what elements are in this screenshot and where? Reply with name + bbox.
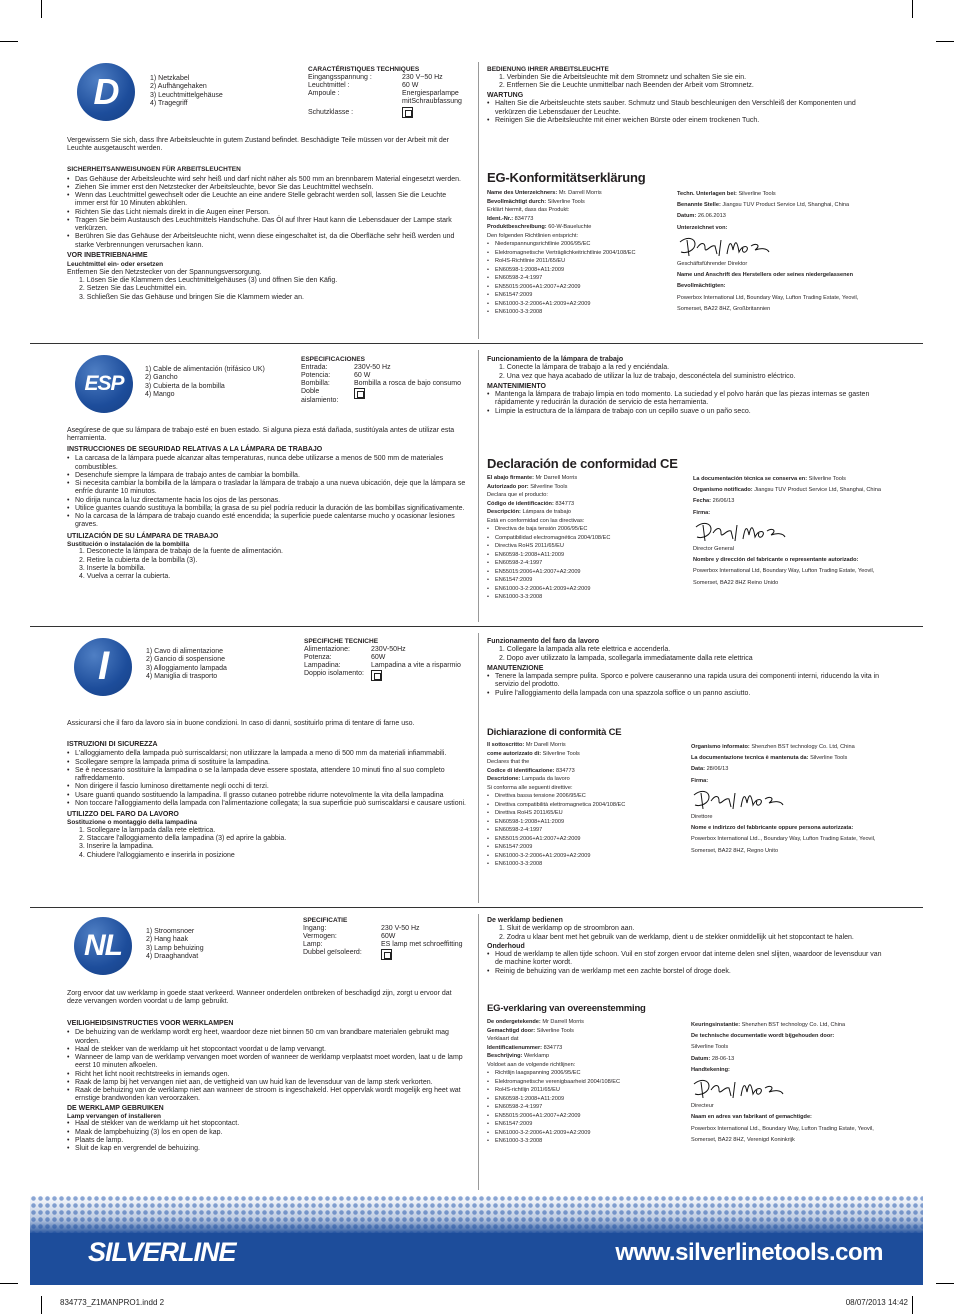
decl-row: Handtekening: bbox=[691, 1066, 730, 1073]
double-insulation-icon bbox=[354, 388, 471, 405]
spec-label: Dubbel geïsoleerd: bbox=[303, 949, 362, 957]
prep-subtitle: Leuchtmittel ein- oder ersetzen bbox=[67, 261, 164, 269]
decl-row: Verklaart dat bbox=[487, 1036, 519, 1042]
decl-row: De ondergetekende: Mr Darrell Morris bbox=[487, 1019, 584, 1025]
declaration-title: Dichiarazione di conformità CE bbox=[487, 727, 622, 738]
website-url[interactable]: www.silverlinetools.com bbox=[615, 1239, 883, 1266]
decl-row: Datum: 26.06.2013 bbox=[677, 213, 726, 220]
signatory-role: Directeur bbox=[691, 1103, 714, 1110]
spec-label: Schutzklasse : bbox=[308, 108, 354, 116]
safety-item: • Richten Sie das Licht niemals direkt in die Augen einer Person. bbox=[67, 209, 467, 217]
spec-label: Doppio isolamento: bbox=[304, 670, 364, 678]
parts-list bbox=[146, 928, 204, 961]
decl-row: Código de identificación: 834773 bbox=[487, 500, 575, 507]
crop-mark bbox=[912, 1296, 913, 1314]
directive-item: • EN61547:2009 bbox=[487, 576, 677, 585]
decl-row: Declara que el producto: bbox=[487, 492, 548, 498]
spec-title: CARACTÉRISTIQUES TECHNIQUES bbox=[308, 66, 420, 73]
directive-item: • EN55015:2006+A1:2007+A2:2009 bbox=[487, 568, 677, 577]
column-divider bbox=[478, 350, 479, 622]
maintenance-title: MANUTENZIONE bbox=[487, 664, 544, 672]
spec-value: 230V-50Hz bbox=[371, 645, 406, 653]
spec-label: Doble aislamiento: bbox=[301, 388, 339, 404]
signature-image bbox=[691, 787, 786, 813]
safety-item: • Wanneer de lamp van de werklamp vervangen moet worden of wanneer de werklamp verplaatst moet worden, laat u de lamp eerst 10 minuten afkoelen. bbox=[67, 1054, 467, 1071]
safety-item: • Ziehen Sie immer erst den Netzstecker der Arbeitsleuchte, bevor Sie das Leuchtmittel wechseln. bbox=[67, 184, 467, 192]
maintenance-item: • Halten Sie die Arbeitsleuchte stets sauber. Schmutz und Staub beschleunigen den Verschleiß der Komponenten und verkürzen die Lebensdauer der Leuchte. bbox=[487, 100, 887, 117]
part-item: 3) Alloggiamento lampada bbox=[146, 664, 227, 672]
safety-item: • Non dirigere il fascio luminoso direttamente negli occhi di terzi. bbox=[67, 783, 467, 791]
operation-block bbox=[487, 66, 887, 125]
spec-value: 230 V-50 Hz bbox=[381, 924, 420, 932]
safety-title: SICHERHEITSANWEISUNGEN FÜR ARBEITSLEUCHTEN bbox=[67, 166, 241, 173]
decl-row: Unterzeichnet von: bbox=[677, 224, 728, 231]
safety-item: • Richt het licht nooit rechtstreeks in iemands ogen. bbox=[67, 1071, 467, 1079]
decl-address-title: Naam en adres van fabrikant of gemachtigde: bbox=[691, 1114, 812, 1121]
crop-mark bbox=[0, 1283, 18, 1284]
declaration-title: EG-Konformitätserklärung bbox=[487, 170, 646, 185]
decl-row: Organismo notificado: Jiangsu TUV Product Service Ltd, Shanghai, China bbox=[693, 487, 881, 494]
silverline-logo: SILVERLINE bbox=[88, 1237, 236, 1267]
safety-item: • Das Gehäuse der Arbeitsleuchte wird sehr heiß und darf nicht näher als 500 mm an brennbarem Material eingesetzt werden. bbox=[67, 176, 467, 184]
crop-mark bbox=[936, 41, 954, 42]
directive-item: • Directiva de baja tensión 2006/95/EC bbox=[487, 525, 677, 534]
directive-item: • EN60598-1:2008+A11:2009 bbox=[487, 266, 672, 275]
column-divider bbox=[478, 633, 479, 903]
brand-footer-banner bbox=[30, 1195, 923, 1285]
parts-list bbox=[150, 75, 223, 108]
spec-value: 60 W bbox=[402, 81, 419, 89]
safety-item: • Scollegare sempre la lampada prima di sostituire la lampadina. bbox=[67, 759, 467, 767]
directive-item: • EN60598-1:2008+A11:2009 bbox=[487, 1095, 682, 1104]
operation-step: 1. Conecte la lámpara de trabajo a la red y enciéndala. bbox=[499, 364, 670, 372]
directive-item: • EN60598-2-4:1997 bbox=[487, 826, 677, 835]
spec-label: Vermogen: bbox=[303, 932, 337, 940]
spec-value: 60W bbox=[381, 932, 396, 940]
section-divider bbox=[30, 626, 923, 627]
spec-value: 60W bbox=[371, 653, 386, 661]
spec-value: Lampadina a vite a risparmio bbox=[371, 662, 461, 670]
part-item: 1) Cavo di alimentazione bbox=[146, 648, 224, 655]
decl-row: Keuringsinstantie: Shenzhen BST technology Co. Ltd, China bbox=[691, 1022, 846, 1028]
operation-title: De werklamp bedienen bbox=[487, 917, 563, 924]
decl-row: Autorizado por: Silverline Tools bbox=[487, 483, 568, 490]
intro-text: Asegúrese de que su lámpara de trabajo esté en buen estado. Si alguna pieza está dañada, sustitúyala antes de utilizar esta herramienta. bbox=[67, 427, 455, 443]
language-badge-it: I bbox=[74, 638, 132, 696]
decl-row: Gemachtigd door: Silverline Tools bbox=[487, 1027, 574, 1034]
directive-item: • RoHS-Richtlinie 2011/65/EU bbox=[487, 257, 672, 266]
prep-step: • Plaats de lamp. bbox=[67, 1137, 467, 1145]
safety-item: • Berühren Sie das Gehäuse der Arbeitsleuchte nicht, wenn diese eingeschaltet ist, da die Oberfläche sehr heiß werden und starke Verbrennungen verursachen kann. bbox=[67, 233, 467, 250]
decl-row: Produktbeschreibung: 60-W-Baueluchte bbox=[487, 224, 592, 230]
directive-item: • Direttiva compatibilità elettromagnetica 2004/108/EC bbox=[487, 801, 677, 810]
prep-step: 4. Chiudere l'alloggiamento e inserirla in posizione bbox=[79, 851, 235, 859]
signatory-role: Geschäftsführender Direktor bbox=[677, 260, 748, 267]
signature-image bbox=[691, 1076, 786, 1102]
safety-item: • Raak de lamp bij het vervangen niet aan, de vettigheid van uw huid kan de levensduur van de lamp sterk verkorten. bbox=[67, 1079, 467, 1087]
declaration-right bbox=[691, 1020, 886, 1146]
directive-item: • EN61547:2009 bbox=[487, 1120, 682, 1129]
part-item: 3) Cubierta de la bombilla bbox=[145, 382, 225, 390]
signatory-role: Direttore bbox=[691, 813, 713, 820]
part-item: 2) Aufhängehaken bbox=[150, 83, 207, 91]
safety-item: • Desenchufe siempre la lámpara de trabajo antes de cambiar la bombilla. bbox=[67, 472, 467, 480]
prep-step: 2. Setzen Sie das Leuchtmittel ein. bbox=[79, 285, 187, 293]
section-divider bbox=[30, 343, 923, 344]
directive-item: • Richtlijn laagspanning 2006/95/EC bbox=[487, 1069, 682, 1078]
decl-row: Si conforma alle seguenti direttive: bbox=[487, 784, 573, 791]
decl-row: Ident.-Nr.: 834773 bbox=[487, 215, 534, 222]
crop-mark bbox=[41, 1296, 42, 1314]
safety-item: • Utilice guantes cuando sustituya la bombilla; la grasa de su piel podría reducir la duración de las bombillas significativamente. bbox=[67, 505, 467, 513]
maintenance-item: • Houd de werklamp te allen tijde schoon. Vuil en stof zorgen ervoor dat interne delen snel slijten, waardoor de levensduur van de machine korter wordt. bbox=[487, 951, 887, 968]
operation-title: Funcionamiento de la lámpara de trabajo bbox=[487, 356, 624, 363]
decl-row: Benannte Stelle: Jiangsu TUV Product Service Ltd, Shanghai, China bbox=[677, 202, 850, 209]
prep-title: UTILIZACIÓN DE SU LÁMPARA DE TRABAJO bbox=[67, 532, 219, 540]
section-divider bbox=[30, 907, 923, 908]
spec-label: Eingangsspannung : bbox=[308, 73, 372, 81]
language-badge-nl: NL bbox=[74, 917, 132, 975]
intro-text: Vergewissern Sie sich, dass Ihre Arbeitsleuchte in gutem Zustand befindet. Beschädigte Teile müssen vor der Arbeit mit der Leuchte ausgetauscht werden. bbox=[67, 137, 449, 153]
spec-label: Lampadina: bbox=[304, 662, 341, 670]
part-item: 2) Gancho bbox=[145, 374, 178, 382]
declaration-left bbox=[487, 1018, 682, 1146]
directive-item: • EN61000-3-3:2008 bbox=[487, 860, 677, 869]
safety-title: ISTRUZIONI DI SICUREZZA bbox=[67, 741, 158, 748]
prep-step: 3. Inserte la bombilla. bbox=[79, 564, 146, 572]
spec-label: Bombilla: bbox=[301, 380, 330, 388]
decl-row: Den folgenden Richtlinien entspricht: bbox=[487, 232, 579, 239]
part-item: 2) Hang haak bbox=[146, 936, 189, 944]
decl-row: Techn. Unterlagen bei: Silverline Tools bbox=[677, 191, 776, 197]
operation-step: 1. Collegare la lampada alla rete elettrica e accenderla. bbox=[499, 646, 671, 654]
directive-item: • EN61000-3-3:2008 bbox=[487, 593, 677, 602]
directive-item: • EN61000-3-2:2006+A1:2009+A2:2009 bbox=[487, 1129, 682, 1138]
directive-item: • EN61547:2009 bbox=[487, 843, 677, 852]
spec-label: Leuchtmittel : bbox=[308, 81, 350, 89]
decl-row: El abajo firmante: Mr Darrell Morris bbox=[487, 475, 578, 481]
decl-row: Beschrijving: Werklamp bbox=[487, 1053, 550, 1059]
part-item: 1) Netzkabel bbox=[150, 75, 190, 82]
spec-label: Ingang: bbox=[303, 924, 327, 932]
maintenance-item: • Reinig de behuizing van de werklamp met een zachte borstel of droge doek. bbox=[487, 968, 887, 976]
spec-value: Energiesparlampe mitSchraubfassung bbox=[402, 90, 462, 106]
safety-item: • Si necesita cambiar la bombilla de la lámpara o trasladar la lámpara de trabajo a una nueva ubicación, deje que la lámpara se enfríe durante 10 minutos. bbox=[67, 480, 467, 497]
safety-item: • Usare guanti quando sostituendo la lampadina. Il grasso cutaneo potrebbe ridurre notevolmente la vita della lampadina bbox=[67, 792, 467, 800]
part-item: 4) Draaghandvat bbox=[146, 952, 199, 960]
spec-value: 230 V~50 Hz bbox=[402, 73, 443, 81]
operation-step: 2. Entfernen Sie die Leuchte unmittelbar nach Beenden der Arbeit vom Stromnetz. bbox=[499, 81, 754, 89]
directive-item: • EN60598-2-4:1997 bbox=[487, 1103, 682, 1112]
crop-mark bbox=[912, 0, 913, 18]
column-divider bbox=[478, 914, 479, 1190]
dot-pattern-fade bbox=[30, 1195, 923, 1235]
directive-item: • EN55015:2006+A1:2007+A2:2009 bbox=[487, 835, 677, 844]
spec-table bbox=[301, 356, 471, 405]
signature-image bbox=[693, 519, 788, 545]
operation-step: 1. Sluit de werklamp op de stroombron aan. bbox=[499, 925, 635, 933]
decl-row: Organismo informato: Shenzhen BST technology Co. Ltd, China bbox=[691, 744, 855, 750]
directive-item: • EN61000-3-2:2006+A1:2009+A2:2009 bbox=[487, 585, 677, 594]
spec-title: ESPECIFICACIONES bbox=[301, 356, 365, 363]
decl-row: Bevollmächtigt durch: Silverline Tools bbox=[487, 198, 585, 205]
directive-item: • EN61547:2009 bbox=[487, 291, 672, 300]
safety-title: VEILIGHEIDSINSTRUCTIES VOOR WERKLAMPEN bbox=[67, 1020, 234, 1027]
directive-item: • Directiva RoHS 2011/65/EU bbox=[487, 542, 677, 551]
decl-address-title: Nome e indirizzo del fabbricante oppure persona autorizzata: bbox=[691, 825, 854, 832]
decl-row: Voldoet aan de volgende richtlijnen: bbox=[487, 1061, 576, 1068]
declaration-left bbox=[487, 189, 672, 317]
decl-row: Está en conformidad con las directivas: bbox=[487, 517, 585, 524]
decl-row: Fecha: 26/06/13 bbox=[693, 498, 735, 505]
declaration-right bbox=[677, 189, 882, 315]
maintenance-item: • Pulire l'alloggiamento della lampada con una spazzola soffice o un panno asciutto. bbox=[487, 690, 887, 698]
decl-row: Erklärt hiermit, dass das Produkt: bbox=[487, 207, 570, 213]
safety-item: • Se è necessario sostituire la lampadina o se la lampada deve essere spostata, attendere 10 minuti fino al suo completo raffreddamento. bbox=[67, 767, 467, 784]
prep-step: • Sluit de kap en vergrendel de behuizing. bbox=[67, 1145, 467, 1153]
directive-item: • EN60598-1:2008+A11:2009 bbox=[487, 551, 677, 560]
safety-item: • Wenn das Leuchtmittel gewechselt oder die Leuchte an eine andere Stelle gebracht werden soll, lassen Sie die Leuchte immer erst für 10 Minuten abkühlen. bbox=[67, 192, 467, 209]
prep-title: DE WERKLAMP GEBRUIKEN bbox=[67, 1104, 164, 1112]
directive-item: • EN61000-3-2:2006+A1:2009+A2:2009 bbox=[487, 300, 672, 309]
directive-item: • EN60598-2-4:1997 bbox=[487, 559, 677, 568]
maintenance-title: Onderhoud bbox=[487, 942, 525, 950]
decl-row: come autorizzato di: Silverline Tools bbox=[487, 750, 580, 757]
operation-step: 2. Una vez que haya acabado de utilizar la luz de trabajo, desconéctela del suministro eléctrico. bbox=[499, 372, 796, 380]
declaration-left bbox=[487, 474, 677, 602]
decl-row: Descripción: Lámpara de trabajo bbox=[487, 509, 571, 515]
decl-row: Codice di identificazione: 834773 bbox=[487, 767, 575, 774]
part-item: 1) Cable de alimentación (trifásico UK) bbox=[145, 366, 265, 373]
safety-block bbox=[67, 1020, 467, 1153]
spec-value: ES lamp met schroeffitting bbox=[381, 941, 463, 949]
operation-title: Funzionamento del faro da lavoro bbox=[487, 638, 600, 645]
directive-item: • EN60598-2-4:1997 bbox=[487, 274, 672, 283]
part-item: 2) Gancio di sospensione bbox=[146, 656, 225, 664]
prep-step: 3. Inserire la lampadina. bbox=[79, 843, 154, 851]
spec-label: Lamp: bbox=[303, 941, 323, 949]
prep-step: 2. Retire la cubierta de la bombilla (3). bbox=[79, 556, 198, 564]
declaration-right bbox=[693, 474, 888, 589]
decl-row: Firma: bbox=[693, 509, 711, 516]
prep-lead: Entfernen Sie den Netzstecker von der Spannungsversorgung. bbox=[67, 268, 262, 276]
safety-block bbox=[67, 166, 467, 302]
decl-row: Il sottoscritto: Mr Darell Morris bbox=[487, 742, 566, 748]
part-item: 1) Stroomsnoer bbox=[146, 928, 195, 935]
directive-item: • Elektromagnetische Verträglichkeitrichtlinie 2004/108/EC bbox=[487, 249, 672, 258]
directive-item: • Compatibilidad electromagnética 2004/108/EC bbox=[487, 534, 677, 543]
safety-item: • Haal de stekker van de werklamp uit het stopcontact voordat u de lamp vervangt. bbox=[67, 1046, 467, 1054]
operation-step: 2. Dopo aver utilizzato la lampada, scollegarla immediatamente dalla rete elettrica bbox=[499, 654, 753, 662]
crop-mark bbox=[41, 0, 42, 18]
part-item: 4) Tragegriff bbox=[150, 99, 188, 107]
spec-label: Potenza: bbox=[304, 653, 332, 661]
directive-item: • Direttiva RoHS 2011/65/EU bbox=[487, 809, 677, 818]
decl-address: Powerbox International Ltd, Boundary Way, Lufton Trading Estate, Yeovil, Somerset, BA22 8HZ Reino Unido bbox=[693, 568, 875, 586]
safety-title: INSTRUCCIONES DE SEGURIDAD RELATIVAS A LA LÁMPARA DE TRABAJO bbox=[67, 446, 323, 453]
declaration-title: Declaración de conformidad CE bbox=[487, 456, 678, 471]
operation-block bbox=[487, 917, 887, 976]
decl-row: La documentación técnica se conserva en: Silverline Tools bbox=[693, 476, 846, 482]
double-insulation-icon bbox=[371, 670, 472, 681]
maintenance-item: • Reinigen Sie die Arbeitsleuchte mit einer weichen Bürste oder einem trockenen Tuch. bbox=[487, 117, 887, 125]
operation-title: BEDIENUNG IHRER ARBEITSLEUCHTE bbox=[487, 66, 609, 73]
spec-table bbox=[303, 917, 473, 960]
directive-item: • RoHS-richtlijn 2011/65/EU bbox=[487, 1086, 682, 1095]
spec-value: 60 W bbox=[354, 371, 371, 379]
spec-table bbox=[304, 638, 472, 681]
operation-step: 2. Zodra u klaar bent met het gebruik van de werklamp, dient u de stekker onmiddellijk uit het stopcontact te halen. bbox=[499, 933, 854, 941]
directive-item: • EN61000-3-3:2008 bbox=[487, 308, 672, 317]
directive-item: • Niederspannungsrichtlinie 2006/95/EC bbox=[487, 240, 672, 249]
decl-row: De technische documentatie wordt bijgehouden door: bbox=[691, 1033, 835, 1040]
part-item: 4) Mango bbox=[145, 390, 175, 398]
part-item: 4) Maniglia di trasporto bbox=[146, 672, 218, 680]
directive-item: • EN60598-1:2008+A11:2009 bbox=[487, 818, 677, 827]
safety-item: • Raak de behuizing van de werklamp niet aan wanneer de stroom is ingeschakeld. Het oppervlak wordt mogelijk erg heet wat ernstige brandwonden kan veroorzaken. bbox=[67, 1087, 467, 1104]
maintenance-item: • Tenere la lampada sempre pulita. Sporco e polvere causeranno una rapida usura dei componenti interni, riducendo la vita in servizio del prodotto. bbox=[487, 673, 887, 690]
decl-row: Name des Unterzeichners: Mr. Darrell Morris bbox=[487, 190, 602, 196]
maintenance-item: • Mantenga la lámpara de trabajo limpia en todo momento. La suciedad y el polvo harán que las piezas internas se gasten rápidamente y reducirán la duración de servicio de esta herramienta. bbox=[487, 391, 887, 408]
intro-text: Zorg ervoor dat uw werklamp in goede staat verkeerd. Wanneer onderdelen ontbreken of beschadigd zijn, zorgt u ervoor dat deze vervangen worden voordat u de lamp gebruikt. bbox=[67, 990, 452, 1006]
column-divider bbox=[478, 62, 479, 339]
safety-item: • L'alloggiamento della lampada può surriscaldarsi; non utilizzare la lampada a meno di 500 mm da materiali infiammabili. bbox=[67, 750, 467, 758]
safety-item: • No la carcasa de la lámpara de trabajo cuando esté encendida; la superficie puede calentarse mucho y ocasionar lesiones graves. bbox=[67, 513, 467, 530]
declaration-right bbox=[691, 742, 886, 857]
safety-item: • No dirija nunca la luz directamente hacia los ojos de las personas. bbox=[67, 497, 467, 505]
spec-title: SPECIFICHE TECNICHE bbox=[304, 638, 379, 645]
maintenance-title: WARTUNG bbox=[487, 92, 524, 100]
safety-block bbox=[67, 741, 467, 860]
maintenance-item: • Limpie la estructura de la lámpara de trabajo con un cepillo suave o un paño seco. bbox=[487, 408, 887, 416]
spec-label: Potencia: bbox=[301, 371, 331, 379]
print-slug-left: 834773_Z1MANPRO1.indd 2 bbox=[60, 1298, 165, 1307]
decl-address: Powerbox International Ltd, Boundary Way, Lufton Trading Estate, Yeovil, Somerset, BA22 8HZ, Großbritannien bbox=[677, 294, 859, 312]
prep-step: 4. Vuelva a cerrar la cubierta. bbox=[79, 573, 171, 581]
prep-step: • Maak de lampbehuizing (3) los en open de kap. bbox=[67, 1129, 467, 1137]
spec-label: Ampoule : bbox=[308, 90, 340, 98]
decl-row: Data: 28/06/13 bbox=[691, 766, 729, 773]
parts-list bbox=[146, 648, 227, 681]
safety-block bbox=[67, 446, 467, 581]
spec-value: Bombilla a rosca de bajo consumo bbox=[354, 380, 462, 388]
safety-item: • De behuizing van de werklamp wordt erg heet, waardoor deze niet binnen 50 cm van brandbare materialen gebruikt mag worden. bbox=[67, 1029, 467, 1046]
decl-address: Powerbox International Ltd., Boundary Way, Lufton Trading Estate, Yeovil, Somerset, BA22 8HZ, Verenigd Koninkrijk bbox=[691, 1125, 874, 1143]
directive-item: • EN55015:2006+A1:2007+A2:2009 bbox=[487, 1112, 682, 1121]
intro-text: Assicurarsi che il faro da lavoro sia in buone condizioni. In caso di danni, sostituirlo prima di tentare di farne uso. bbox=[67, 720, 415, 727]
decl-row: Identificatienummer: 834773 bbox=[487, 1044, 563, 1051]
declaration-left bbox=[487, 741, 677, 869]
part-item: 3) Lamp behuizing bbox=[146, 944, 204, 952]
directive-item: • EN55015:2006+A1:2007+A2:2009 bbox=[487, 283, 672, 292]
parts-list bbox=[145, 366, 265, 399]
language-badge-es: ESP bbox=[75, 355, 133, 413]
crop-mark bbox=[936, 1283, 954, 1284]
operation-block bbox=[487, 356, 887, 416]
spec-table bbox=[308, 66, 468, 118]
prep-subtitle: Lamp vervangen of installeren bbox=[67, 1112, 161, 1120]
prep-step: • Haal de stekker van de werklamp uit het stopcontact. bbox=[67, 1120, 467, 1128]
decl-row: Descrizione: Lampada da lavoro bbox=[487, 776, 570, 782]
decl-row: Declares that the bbox=[487, 759, 530, 765]
decl-address-title: Nombre y dirección del fabricante o representante autorizado: bbox=[693, 557, 859, 564]
spec-label: Alimentazione: bbox=[304, 645, 350, 653]
prep-step: 1. Lösen Sie die Klammern des Leuchtmittelgehäuses (3) und öffnen Sie den Käfig. bbox=[79, 277, 338, 285]
crop-mark bbox=[0, 41, 18, 42]
prep-title: UTILIZZO DEL FARO DA LAVORO bbox=[67, 811, 179, 818]
part-item: 3) Leuchtmittelgehäuse bbox=[150, 91, 223, 99]
spec-title: SPECIFICATIE bbox=[303, 917, 348, 924]
maintenance-title: MANTENIMIENTO bbox=[487, 382, 546, 390]
print-slug-right: 08/07/2013 14:42 bbox=[845, 1298, 908, 1307]
spec-label: Entrada: bbox=[301, 363, 328, 371]
decl-row: Firma: bbox=[691, 777, 709, 784]
safety-item: • Tragen Sie beim Austausch des Leuchtmittels Handschuhe. Das Öl auf Ihrer Haut kann die Lebensdauer der Lampe stark verkürzen. bbox=[67, 217, 467, 234]
safety-item: • Non toccare l'alloggiamento della lampada con l'alimentazione collegata; la sua superficie può surriscaldarsi e causare ustioni. bbox=[67, 800, 467, 808]
language-badge-de: D bbox=[77, 63, 135, 121]
decl-row: Datum: 28-06-13 bbox=[691, 1055, 735, 1062]
directive-item: • EN61000-3-3:2008 bbox=[487, 1137, 682, 1146]
prep-step: 1. Scollegare la lampada dalla rete elettrica. bbox=[79, 826, 216, 834]
decl-address-title: Name und Anschrift des Herstellers oder seines niedergelassenen Bevollmächtigten: bbox=[677, 272, 854, 290]
signature-image bbox=[677, 234, 772, 260]
prep-subtitle: Sostituzione o montaggio della lampadina bbox=[67, 819, 198, 827]
spec-value: 230V-50 Hz bbox=[354, 363, 391, 371]
double-insulation-icon bbox=[402, 107, 468, 118]
prep-step: 1. Desconecte la lámpara de trabajo de la fuente de alimentación. bbox=[79, 548, 283, 556]
declaration-title: EG-verklaring van overeenstemming bbox=[487, 1003, 646, 1014]
signatory-role: Director General bbox=[693, 545, 735, 552]
prep-step: 3. Schließen Sie das Gehäuse und bringen Sie die Klammern wieder an. bbox=[79, 293, 304, 301]
directive-item: • Direttiva bassa tensione 2006/95/EC bbox=[487, 792, 677, 801]
prep-step: 2. Staccare l'alloggiamento della lampadina (3) ed aprire la gabbia. bbox=[79, 835, 287, 843]
prep-title: VOR INBETRIEBNAHME bbox=[67, 251, 148, 259]
operation-step: 1. Verbinden Sie die Arbeitsleuchte mit dem Stromnetz und schalten Sie sie ein. bbox=[499, 73, 747, 81]
safety-item: • La carcasa de la lámpara puede alcanzar altas temperaturas, nunca debe utilizarse a menos de 500 mm de materiales combustibles. bbox=[67, 455, 467, 472]
decl-address: Powerbox International Ltd.., Boundary Way, Lufton Trading Estate, Yeovil, Somerset, BA22 8HZ, Regno Unito bbox=[691, 836, 876, 854]
directive-item: • Elektromagnetische verenigbaarheid 2004/108/EC bbox=[487, 1078, 682, 1087]
operation-block bbox=[487, 638, 887, 698]
double-insulation-icon bbox=[381, 949, 473, 960]
directive-item: • EN61000-3-2:2006+A1:2009+A2:2009 bbox=[487, 852, 677, 861]
prep-subtitle: Sustitución o instalación de la bombilla bbox=[67, 540, 190, 548]
decl-row: Silverline Tools bbox=[691, 1044, 729, 1051]
decl-row: La documentazione tecnica è mantenuta da: Silverline Tools bbox=[691, 755, 848, 762]
